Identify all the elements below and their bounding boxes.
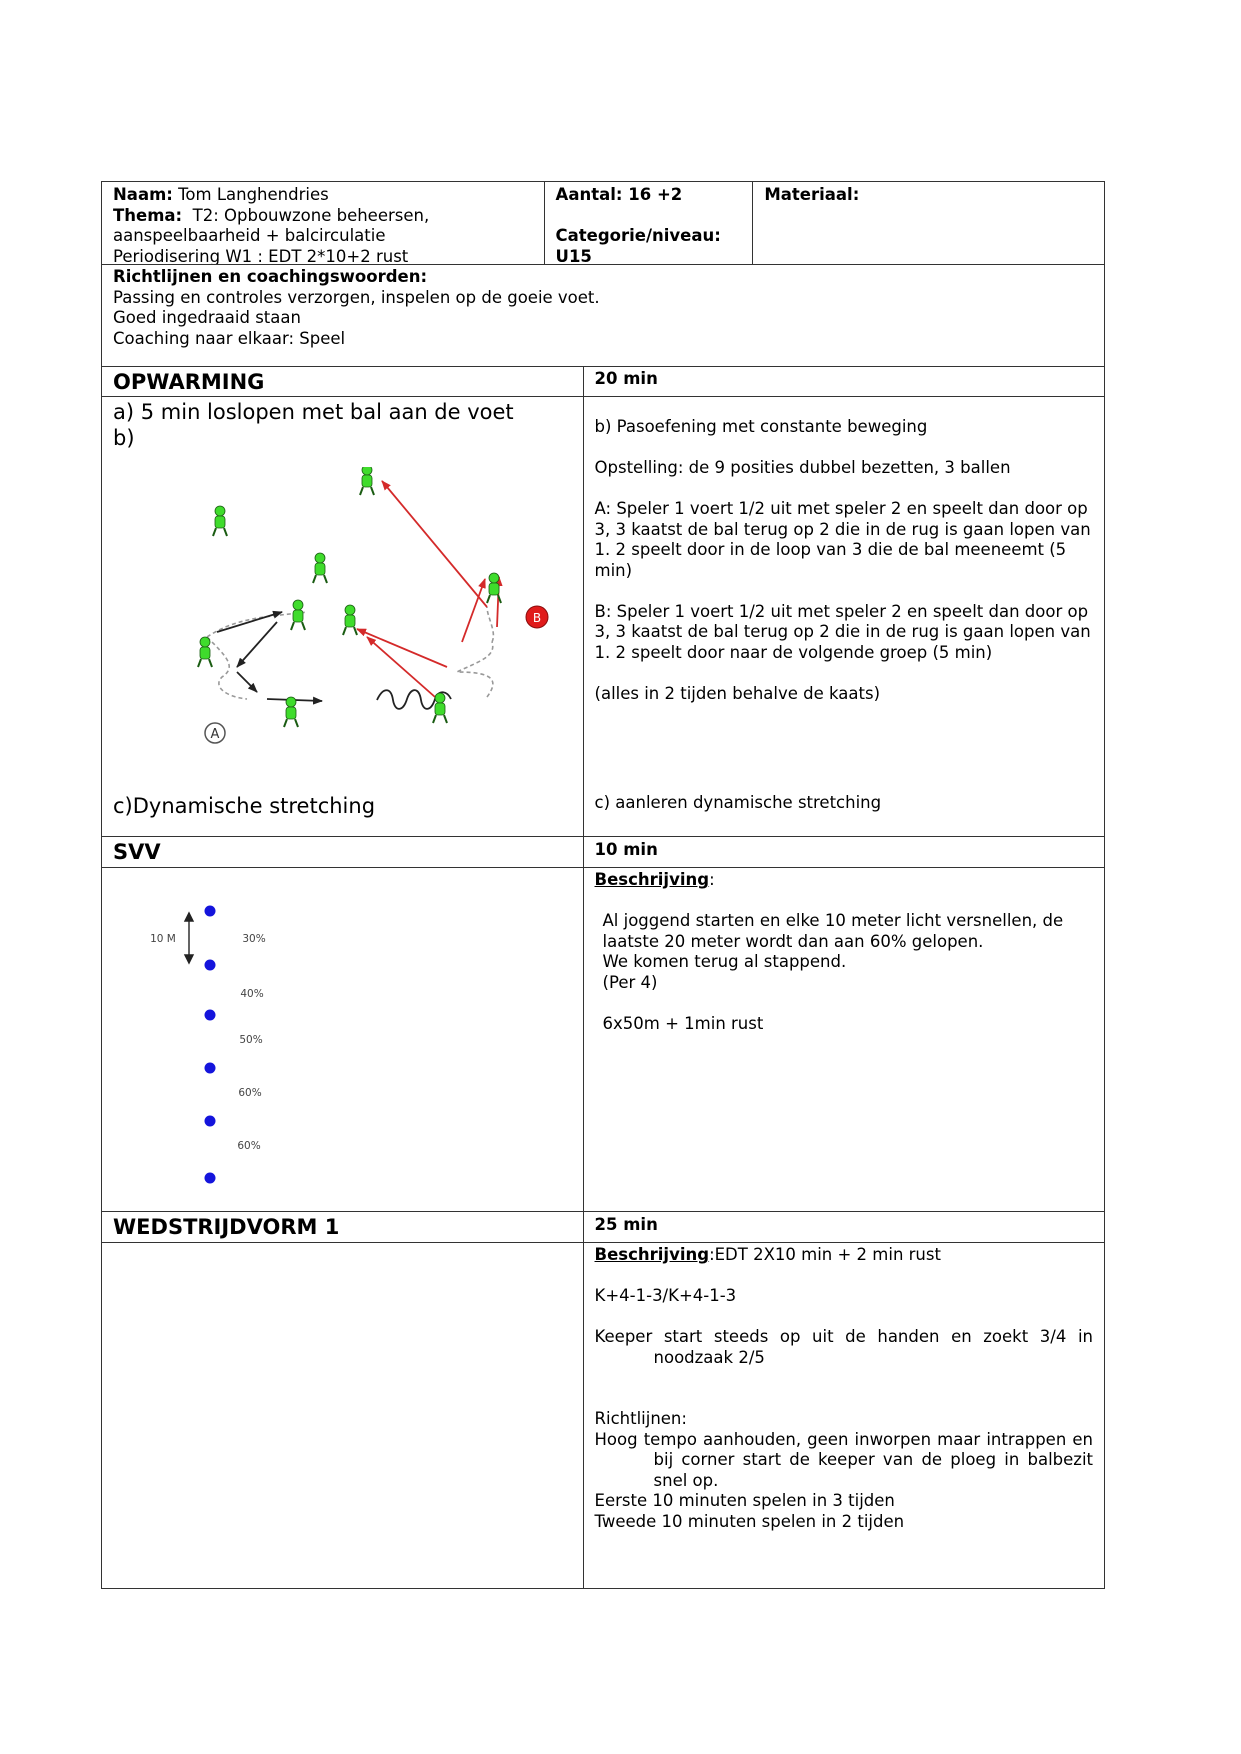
svv-line: Al joggend starten en elke 10 meter licht versnellen, de laatste 20 meter wordt dan aan 60% gelopen. xyxy=(602,911,1064,951)
header-info-cell xyxy=(102,182,545,265)
percent-label: 40% xyxy=(240,988,264,1000)
aantal-label: Aantal: xyxy=(555,185,623,204)
passing-drill-diagram xyxy=(157,467,557,767)
richtlijnen-line: Goed ingedraaid staan xyxy=(113,308,301,327)
svv-title: SVV xyxy=(102,837,584,868)
opwarming-opstelling: Opstelling: de 9 posities dubbel bezetten, 3 ballen xyxy=(594,458,1011,477)
svv-beschrijving-label: Beschrijving xyxy=(594,870,710,889)
aantal-value: 16 +2 xyxy=(628,185,683,204)
header-row xyxy=(102,182,1105,265)
wedstrijdvorm-header-row xyxy=(102,1212,1105,1243)
percent-label: 30% xyxy=(242,933,266,945)
svv-line: We komen terug al stappend. xyxy=(602,952,847,971)
wedstrijdvorm-content-row xyxy=(102,1243,1105,1589)
svv-header-row xyxy=(102,837,1105,868)
opwarming-item-b: b) xyxy=(113,426,135,450)
svg-text:B: B xyxy=(532,611,542,625)
categorie-label: Categorie/niveau: xyxy=(555,226,721,245)
richtlijnen-cell xyxy=(102,265,1105,367)
players xyxy=(198,467,501,727)
wedstrijdvorm-right-cell xyxy=(584,1243,1105,1589)
svv-line: 6x50m + 1min rust xyxy=(602,1013,764,1033)
wedstrijdvorm-richtlijn: Hoog tempo aanhouden, geen inworpen maar intrappen en bij corner start de keeper van de ploeg in balbezit snel op. xyxy=(594,1429,1093,1490)
richtlijnen-line: Passing en controles verzorgen, inspelen op de goeie voet. xyxy=(113,287,600,307)
distance-label: 10 M xyxy=(150,933,176,945)
richtlijnen-line: Coaching naar elkaar: Speel xyxy=(113,328,346,348)
training-sheet xyxy=(101,181,1105,1589)
opwarming-title: OPWARMING xyxy=(102,367,584,397)
svv-left-cell xyxy=(102,868,584,1212)
periodisering: Periodisering W1 : EDT 2*10+2 rust xyxy=(113,246,409,265)
richtlijnen-row xyxy=(102,265,1105,367)
svv-line: (Per 4) xyxy=(602,972,658,992)
naam-value: Tom Langhendries xyxy=(178,185,329,204)
distance-arrow xyxy=(185,913,193,963)
black-passes xyxy=(217,612,451,709)
materiaal-label: Materiaal: xyxy=(764,185,860,204)
wedstrijdvorm-formatie: K+4-1-3/K+4-1-3 xyxy=(594,1286,737,1305)
cones xyxy=(205,906,216,1184)
wedstrijdvorm-richtlijn: Eerste 10 minuten spelen in 3 tijden xyxy=(594,1491,895,1510)
thema-value: T2: Opbouwzone beheersen, xyxy=(192,205,430,225)
wedstrijdvorm-duration: 25 min xyxy=(584,1212,1105,1243)
opwarming-right-c: c) aanleren dynamische stretching xyxy=(594,793,882,812)
opwarming-note: (alles in 2 tijden behalve de kaats) xyxy=(594,683,881,703)
header-aantal-cell xyxy=(545,182,754,265)
percent-label: 50% xyxy=(239,1034,263,1046)
wedstrijdvorm-beschrijving-label: Beschrijving xyxy=(594,1245,710,1264)
opwarming-right-cell xyxy=(584,397,1105,837)
opwarming-variant-a: A: Speler 1 voert 1/2 uit met speler 2 en speelt dan door op 3, 3 kaatst de bal terug op 2 die in de rug is gaan lopen van 1. 2 speelt door in de loop van 3 die de bal meeneemt (5 min) xyxy=(594,499,1091,580)
richtlijnen-title: Richtlijnen en coachingswoorden: xyxy=(113,267,428,286)
wedstrijdvorm-beschrijving-value: :EDT 2X10 min + 2 min rust xyxy=(709,1245,941,1264)
thema-value-2: aanspeelbaarheid + balcirculatie xyxy=(113,226,386,245)
opwarming-content-row xyxy=(102,397,1105,837)
percent-labels xyxy=(237,933,265,1152)
naam-label: Naam: xyxy=(113,185,173,204)
wedstrijdvorm-left-cell xyxy=(102,1243,584,1589)
opwarming-item-c: c)Dynamische stretching xyxy=(113,794,376,818)
opwarming-item-a: a) 5 min loslopen met bal aan de voet xyxy=(113,400,514,424)
opwarming-variant-b: B: Speler 1 voert 1/2 uit met speler 2 en speelt dan door op 3, 3 kaatst de bal terug op 2 die in de rug is gaan lopen van 1. 2 speelt door naar de volgende groep (5 min) xyxy=(594,601,1091,662)
percent-label: 60% xyxy=(237,1140,261,1152)
opwarming-left-cell xyxy=(102,397,584,837)
thema-label: Thema: xyxy=(113,205,183,225)
svv-content-row xyxy=(102,868,1105,1212)
categorie-value: U15 xyxy=(555,246,592,265)
opwarming-right-b: b) Pasoefening met constante beweging xyxy=(594,417,928,436)
opwarming-header-row xyxy=(102,367,1105,397)
marker-a xyxy=(205,723,225,743)
opwarming-duration: 20 min xyxy=(584,367,1105,397)
svv-right-cell: Beschrijving: Al joggend starten en elke 10 meter licht versnellen, de laatste 20 meter wordt dan aan 60% gelopen. We komen terug al stappend. (Per 4) 6x50m + 1min rust xyxy=(584,868,1105,1212)
marker-b xyxy=(526,606,548,628)
svg-text:A: A xyxy=(210,727,220,742)
wedstrijdvorm-richtlijnen-title: Richtlijnen: xyxy=(594,1409,687,1428)
svv-diagram xyxy=(137,888,337,1188)
percent-label: 60% xyxy=(238,1087,262,1099)
svv-duration: 10 min xyxy=(584,837,1105,868)
red-passes xyxy=(357,481,499,697)
svv-line xyxy=(603,993,1093,1014)
wedstrijdvorm-title: WEDSTRIJDVORM 1 xyxy=(102,1212,584,1243)
wedstrijdvorm-richtlijn: Tweede 10 minuten spelen in 2 tijden xyxy=(594,1511,905,1531)
wedstrijdvorm-keeper: Keeper start steeds op uit de handen en zoekt 3/4 in noodzaak 2/5 xyxy=(594,1327,1093,1367)
header-materiaal-cell xyxy=(753,182,1105,265)
